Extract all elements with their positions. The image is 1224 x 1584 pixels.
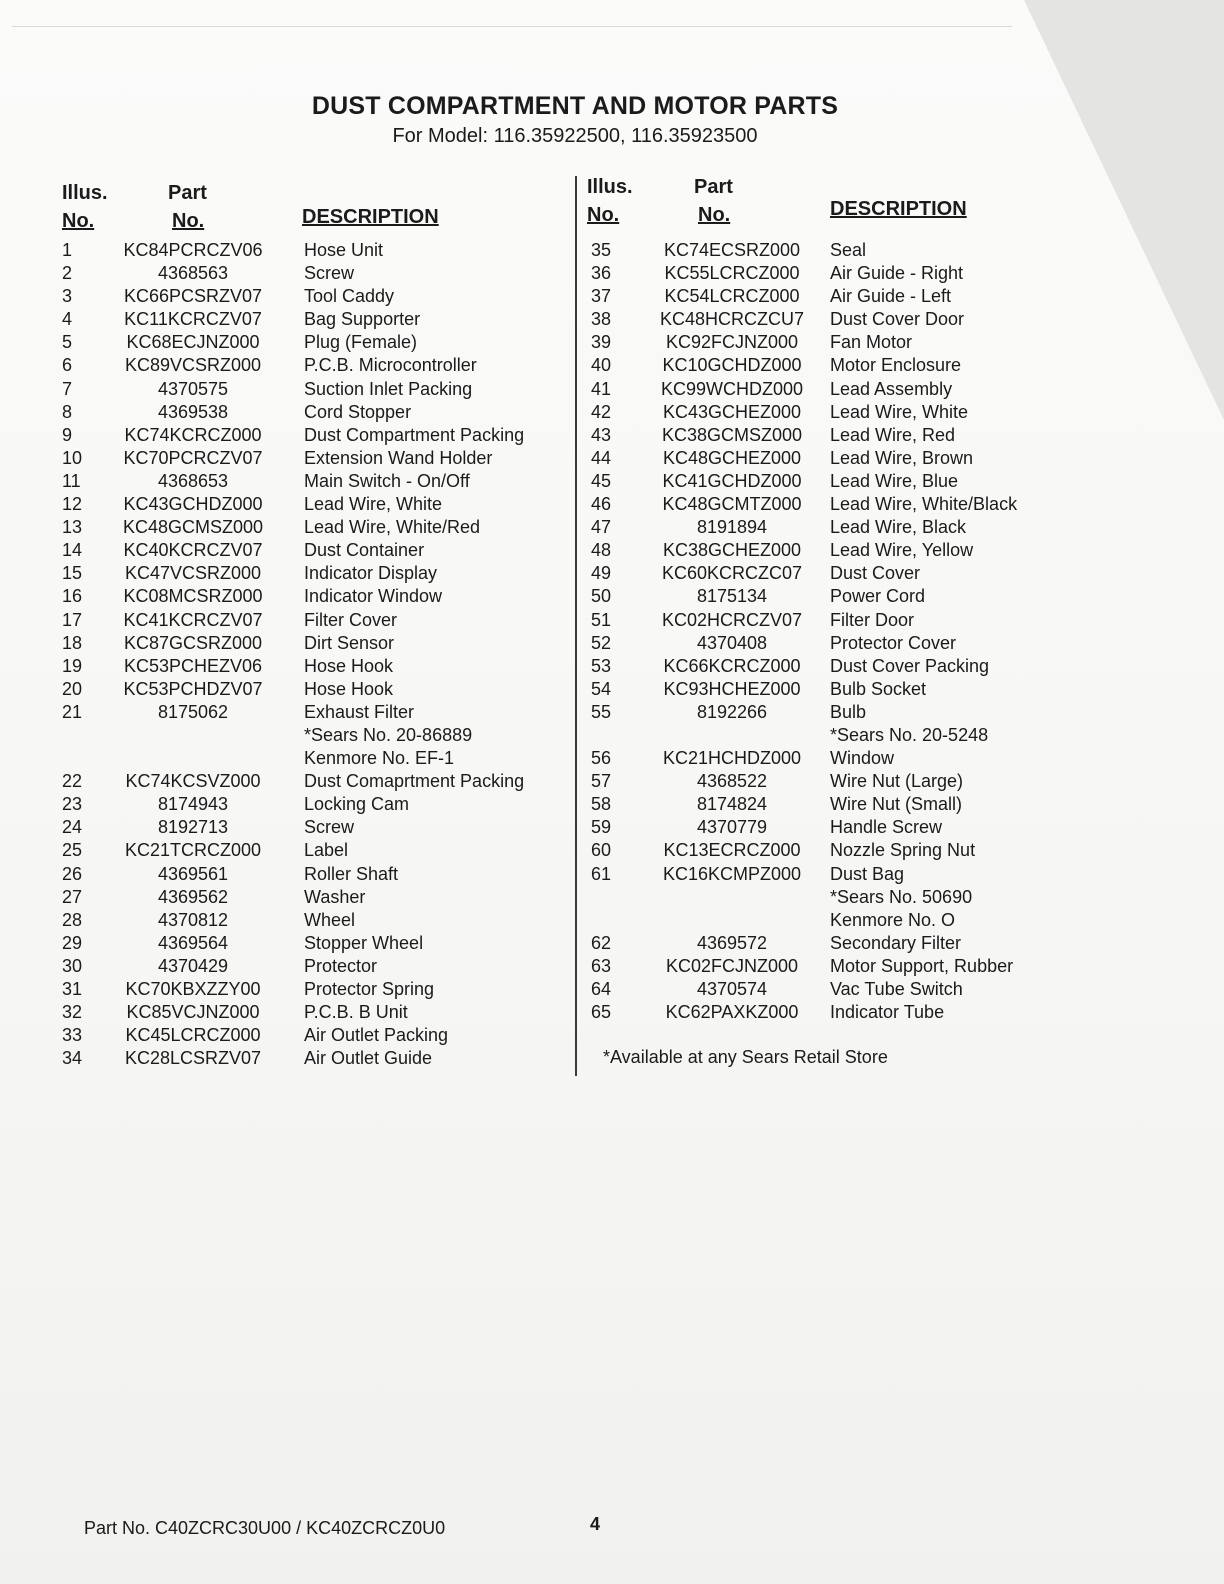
table-row <box>587 586 1057 609</box>
parts-table-left <box>58 176 568 1071</box>
part-number: 8175134 <box>696 586 768 607</box>
part-description: Dust Comaprtment Packing <box>304 771 525 792</box>
part-number: 4370779 <box>696 817 768 838</box>
part-description: Screw <box>304 263 355 284</box>
table-row <box>58 402 568 425</box>
part-number: 8192713 <box>157 817 229 838</box>
table-row <box>58 979 568 1002</box>
illus-number: 10 <box>62 447 83 468</box>
illus-number: 16 <box>62 586 83 607</box>
part-number: KC53PCHDZV07 <box>123 678 263 699</box>
footnote: *Available at any Sears Retail Store <box>603 1047 888 1067</box>
header-part: Part <box>168 182 207 204</box>
part-number: KC16KCMPZ000 <box>662 863 802 884</box>
part-number: 4368563 <box>157 263 229 284</box>
table-row <box>587 1002 1057 1025</box>
illus-number: 3 <box>62 286 73 307</box>
part-description: Air Outlet Guide <box>304 1048 433 1069</box>
illus-number: 21 <box>62 701 83 722</box>
table-row <box>58 702 568 725</box>
part-description: Wheel <box>304 909 356 930</box>
part-description: *Sears No. 50690 <box>830 886 973 907</box>
header-illus-no: No. <box>62 210 95 232</box>
part-number: KC55LCRCZ000 <box>664 263 800 284</box>
table-row <box>587 794 1057 817</box>
illus-number: 36 <box>591 263 612 284</box>
table-row <box>58 355 568 378</box>
illus-number: 15 <box>62 563 83 584</box>
part-number: KC41GCHDZ000 <box>662 470 802 491</box>
table-row <box>58 679 568 702</box>
illus-number: 46 <box>591 494 612 515</box>
table-row <box>587 956 1057 979</box>
part-number: KC74KCRCZ000 <box>124 424 262 445</box>
table-row <box>58 240 568 263</box>
title-block <box>0 92 1150 148</box>
illus-number: 38 <box>591 309 612 330</box>
illus-number: 43 <box>591 424 612 445</box>
header-illus: Illus. <box>587 176 633 198</box>
illus-number: 41 <box>591 378 612 399</box>
table-row <box>587 910 1057 933</box>
illus-number: 17 <box>62 609 83 630</box>
part-description: Lead Wire, Brown <box>830 447 974 468</box>
illus-number: 2 <box>62 263 73 284</box>
table-row <box>58 586 568 609</box>
part-number: KC11KCRCZV07 <box>124 309 262 330</box>
table-row <box>587 864 1057 887</box>
illus-number: 6 <box>62 355 73 376</box>
part-description: Fan Motor <box>830 332 913 353</box>
part-number: KC10GCHDZ000 <box>662 355 802 376</box>
illus-number: 34 <box>62 1048 83 1069</box>
part-number: KC48HCRCZCU7 <box>659 309 805 330</box>
part-description: Wire Nut (Small) <box>830 794 963 815</box>
illus-number: 51 <box>591 609 612 630</box>
table-header-left <box>58 176 568 240</box>
table-row <box>587 402 1057 425</box>
part-description: Lead Wire, White/Black <box>830 494 1018 515</box>
table-row <box>587 240 1057 263</box>
part-number: KC38GCMSZ000 <box>661 424 803 445</box>
illus-number: 13 <box>62 517 83 538</box>
part-description: Dust Cover <box>830 563 921 584</box>
part-description: *Sears No. 20-86889 <box>304 724 473 745</box>
table-row <box>58 817 568 840</box>
part-number: 4369562 <box>157 886 229 907</box>
part-description: Washer <box>304 886 366 907</box>
illus-number: 31 <box>62 979 83 999</box>
table-row <box>587 355 1057 378</box>
table-row <box>58 332 568 355</box>
part-description: Lead Wire, White <box>830 401 969 422</box>
illus-number: 23 <box>62 794 83 815</box>
part-description: Filter Door <box>830 609 915 630</box>
part-description: P.C.B. Microcontroller <box>304 355 477 376</box>
illus-number: 62 <box>591 932 612 953</box>
illus-number: 28 <box>62 909 83 930</box>
illus-number: 52 <box>591 632 612 653</box>
part-description: Cord Stopper <box>304 401 412 422</box>
header-description: DESCRIPTION <box>302 206 439 228</box>
table-row <box>587 448 1057 471</box>
table-row <box>58 840 568 863</box>
table-row <box>587 610 1057 633</box>
part-description: Vac Tube Switch <box>830 979 963 999</box>
part-number: KC62PAXKZ000 <box>665 1002 799 1023</box>
part-number: 8174824 <box>696 794 768 815</box>
part-number: 8174943 <box>157 794 229 815</box>
table-row <box>587 633 1057 656</box>
table-row <box>58 794 568 817</box>
part-number: KC93HCHEZ000 <box>663 678 801 699</box>
part-number: 8175062 <box>157 701 229 722</box>
part-description: Lead Wire, Red <box>830 424 956 445</box>
part-description: Bulb Socket <box>830 678 927 699</box>
table-row <box>587 817 1057 840</box>
part-number: KC28LCSRZV07 <box>124 1048 262 1069</box>
illus-number: 37 <box>591 286 612 307</box>
table-row <box>58 771 568 794</box>
part-number: KC84PCRCZV06 <box>123 240 263 260</box>
part-number: 4370812 <box>157 909 229 930</box>
part-description: Indicator Display <box>304 563 438 584</box>
illus-number: 55 <box>591 701 612 722</box>
part-description: Secondary Filter <box>830 932 962 953</box>
table-row <box>58 887 568 910</box>
table-row <box>58 748 568 771</box>
part-number: KC43GCHEZ000 <box>662 401 802 422</box>
parts-list-right <box>587 240 1057 1025</box>
part-number: 4369564 <box>157 932 229 953</box>
illus-number: 18 <box>62 632 83 653</box>
part-description: Label <box>304 840 349 861</box>
part-number: 4369572 <box>696 932 768 953</box>
table-row <box>587 286 1057 309</box>
part-number: KC48GCMSZ000 <box>122 517 264 538</box>
table-row <box>58 1025 568 1048</box>
part-number: 4368522 <box>696 771 768 792</box>
table-row <box>58 956 568 979</box>
illus-number: 56 <box>591 748 612 769</box>
part-description: Protector Spring <box>304 979 435 999</box>
part-description: Air Outlet Packing <box>304 1025 449 1046</box>
part-description: Lead Wire, Black <box>830 517 967 538</box>
part-number: KC66KCRCZ000 <box>663 655 801 676</box>
illus-number: 1 <box>62 240 73 260</box>
part-description: Air Guide - Right <box>830 263 964 284</box>
illus-number: 26 <box>62 863 83 884</box>
illus-number: 25 <box>62 840 83 861</box>
part-number: KC48GCMTZ000 <box>662 494 802 515</box>
part-description: Dust Container <box>304 540 425 561</box>
part-description: Suction Inlet Packing <box>304 378 473 399</box>
illus-number: 39 <box>591 332 612 353</box>
part-description: Lead Assembly <box>830 378 953 399</box>
table-row <box>587 517 1057 540</box>
table-row <box>58 517 568 540</box>
part-description: Kenmore No. EF-1 <box>304 748 455 769</box>
illus-number: 47 <box>591 517 612 538</box>
illus-number: 14 <box>62 540 83 561</box>
table-row <box>58 309 568 332</box>
part-number: KC70KBXZZY00 <box>125 979 261 999</box>
part-number: KC38GCHEZ000 <box>662 540 802 561</box>
header-illus-no: No. <box>587 204 620 226</box>
table-row <box>58 633 568 656</box>
part-number: 4370574 <box>696 979 768 999</box>
part-description: Lead Wire, Blue <box>830 470 959 491</box>
illus-number: 33 <box>62 1025 83 1046</box>
part-number: KC87GCSRZ000 <box>123 632 263 653</box>
page-number: 4 <box>590 1514 601 1534</box>
part-number: 4368653 <box>157 470 229 491</box>
header-part: Part <box>694 176 733 198</box>
part-description: Seal <box>830 240 867 260</box>
header-description: DESCRIPTION <box>830 198 967 220</box>
part-number: KC21HCHDZ000 <box>662 748 802 769</box>
part-number: KC74KCSVZ000 <box>125 771 261 792</box>
part-number: KC53PCHEZV06 <box>123 655 263 676</box>
illus-number: 61 <box>591 863 612 884</box>
part-description: Protector Cover <box>830 632 957 653</box>
part-description: Lead Wire, White <box>304 494 443 515</box>
part-number: KC41KCRCZV07 <box>123 609 263 630</box>
part-description: Handle Screw <box>830 817 943 838</box>
header-part-no: No. <box>172 210 205 232</box>
part-number: KC66PCSRZV07 <box>123 286 263 307</box>
illus-number: 12 <box>62 494 83 515</box>
part-number: KC68ECJNZ000 <box>126 332 260 353</box>
part-number: KC13ECRCZ000 <box>663 840 801 861</box>
part-number: KC89VCSRZ000 <box>124 355 262 376</box>
illus-number: 50 <box>591 586 612 607</box>
part-description: Power Cord <box>830 586 926 607</box>
part-number: KC45LCRCZ000 <box>125 1025 261 1046</box>
illus-number: 45 <box>591 470 612 491</box>
table-row <box>58 540 568 563</box>
illus-number: 20 <box>62 678 83 699</box>
part-number: KC60KCRCZC07 <box>661 563 803 584</box>
table-row <box>58 1002 568 1025</box>
table-row <box>587 263 1057 286</box>
table-row <box>587 494 1057 517</box>
part-number: 4369561 <box>157 863 229 884</box>
part-number: KC48GCHEZ000 <box>662 447 802 468</box>
illus-number: 19 <box>62 655 83 676</box>
part-description: Filter Cover <box>304 609 398 630</box>
table-row <box>58 263 568 286</box>
part-number: KC74ECSRZ000 <box>663 240 801 260</box>
part-description: Air Guide - Left <box>830 286 952 307</box>
part-description: Dust Compartment Packing <box>304 424 525 445</box>
illus-number: 48 <box>591 540 612 561</box>
part-number: KC40KCRCZV07 <box>123 540 263 561</box>
illus-number: 27 <box>62 886 83 907</box>
illus-number: 65 <box>591 1002 612 1023</box>
parts-table-right <box>587 176 1057 1025</box>
column-divider <box>575 176 577 1076</box>
table-row <box>58 494 568 517</box>
illus-number: 8 <box>62 401 73 422</box>
part-description: Bag Supporter <box>304 309 421 330</box>
part-number: KC70PCRCZV07 <box>123 447 263 468</box>
table-row <box>58 910 568 933</box>
part-description: Window <box>830 748 895 769</box>
table-row <box>587 309 1057 332</box>
illus-number: 63 <box>591 955 612 976</box>
part-description: Wire Nut (Large) <box>830 771 964 792</box>
illus-number: 22 <box>62 771 83 792</box>
table-row <box>58 379 568 402</box>
table-row <box>58 933 568 956</box>
part-number: KC92FCJNZ000 <box>665 332 799 353</box>
table-row <box>587 540 1057 563</box>
table-row <box>58 656 568 679</box>
header-part-no: No. <box>698 204 731 226</box>
part-description: Hose Unit <box>304 240 384 260</box>
header-illus: Illus. <box>62 182 108 204</box>
part-description: *Sears No. 20-5248 <box>830 724 989 745</box>
table-row <box>587 887 1057 910</box>
table-header-right <box>587 176 1057 240</box>
illus-number: 24 <box>62 817 83 838</box>
table-row <box>587 379 1057 402</box>
part-number: KC99WCHDZ000 <box>660 378 804 399</box>
table-row <box>587 771 1057 794</box>
part-description: Motor Enclosure <box>830 355 962 376</box>
part-number: KC02FCJNZ000 <box>665 955 799 976</box>
illus-number: 54 <box>591 678 612 699</box>
part-description: Lead Wire, White/Red <box>304 517 481 538</box>
table-row <box>587 840 1057 863</box>
illus-number: 9 <box>62 424 73 445</box>
part-number: KC85VCJNZ000 <box>126 1002 260 1023</box>
part-description: Dust Bag <box>830 863 905 884</box>
table-row <box>587 748 1057 771</box>
part-number: KC43GCHDZ000 <box>123 494 263 515</box>
part-number: KC08MCSRZ000 <box>123 586 263 607</box>
table-row <box>587 979 1057 1002</box>
part-number: KC47VCSRZ000 <box>124 563 262 584</box>
table-row <box>587 725 1057 748</box>
table-row <box>587 933 1057 956</box>
parts-list-left <box>58 240 568 1071</box>
part-description: Indicator Window <box>304 586 443 607</box>
part-description: Dust Cover Door <box>830 309 965 330</box>
illus-number: 29 <box>62 932 83 953</box>
part-description: Plug (Female) <box>304 332 418 353</box>
part-number: 4370429 <box>157 955 229 976</box>
illus-number: 42 <box>591 401 612 422</box>
table-row <box>58 471 568 494</box>
table-row <box>58 1048 568 1071</box>
illus-number: 57 <box>591 771 612 792</box>
illus-number: 11 <box>62 470 81 491</box>
part-description: Hose Hook <box>304 678 394 699</box>
part-number: 4369538 <box>157 401 229 422</box>
part-number: KC21TCRCZ000 <box>124 840 262 861</box>
table-row <box>587 425 1057 448</box>
table-row <box>587 471 1057 494</box>
part-number: KC02HCRCZV07 <box>661 609 803 630</box>
part-description: Hose Hook <box>304 655 394 676</box>
part-description: Locking Cam <box>304 794 410 815</box>
part-description: Motor Support, Rubber <box>830 955 1014 976</box>
table-row <box>587 679 1057 702</box>
part-description: Protector <box>304 955 378 976</box>
part-description: Main Switch - On/Off <box>304 470 470 491</box>
table-row <box>587 563 1057 586</box>
table-row <box>587 332 1057 355</box>
part-description: Kenmore No. O <box>830 909 956 930</box>
illus-number: 60 <box>591 840 612 861</box>
table-row <box>587 656 1057 679</box>
illus-number: 30 <box>62 955 83 976</box>
illus-number: 5 <box>62 332 73 353</box>
part-number: KC54LCRCZ000 <box>664 286 800 307</box>
part-description: Lead Wire, Yellow <box>830 540 974 561</box>
part-description: Dust Cover Packing <box>830 655 990 676</box>
part-description: Nozzle Spring Nut <box>830 840 976 861</box>
illus-number: 53 <box>591 655 612 676</box>
table-row <box>58 286 568 309</box>
part-number: 8191894 <box>696 517 768 538</box>
part-number: 4370408 <box>696 632 768 653</box>
illus-number: 44 <box>591 447 612 468</box>
part-description: P.C.B. B Unit <box>304 1002 408 1023</box>
illus-number: 32 <box>62 1002 83 1023</box>
part-description: Roller Shaft <box>304 863 399 884</box>
table-row <box>58 425 568 448</box>
footer-part-number: Part No. C40ZCRC30U00 / KC40ZCRCZ0U0 <box>84 1518 446 1538</box>
illus-number: 7 <box>62 378 73 399</box>
part-description: Extension Wand Holder <box>304 447 493 468</box>
illus-number: 4 <box>62 309 73 330</box>
top-rule <box>12 26 1012 27</box>
illus-number: 49 <box>591 563 612 584</box>
illus-number: 40 <box>591 355 612 376</box>
table-row <box>58 448 568 471</box>
part-description: Indicator Tube <box>830 1002 945 1023</box>
illus-number: 59 <box>591 817 612 838</box>
illus-number: 58 <box>591 794 612 815</box>
table-row <box>587 702 1057 725</box>
table-row <box>58 725 568 748</box>
part-number: 8192266 <box>696 701 768 722</box>
part-description: Tool Caddy <box>304 286 395 307</box>
illus-number: 64 <box>591 979 612 999</box>
part-description: Dirt Sensor <box>304 632 395 653</box>
part-number: 4370575 <box>157 378 229 399</box>
part-description: Screw <box>304 817 355 838</box>
illus-number: 35 <box>591 240 612 260</box>
page-subtitle: For Model: 116.35922500, 116.35923500 <box>392 125 758 147</box>
part-description: Exhaust Filter <box>304 701 415 722</box>
part-description: Stopper Wheel <box>304 932 424 953</box>
part-description: Bulb <box>830 701 867 722</box>
table-row <box>58 864 568 887</box>
table-row <box>58 610 568 633</box>
table-row <box>58 563 568 586</box>
page-title: DUST COMPARTMENT AND MOTOR PARTS <box>311 92 839 120</box>
